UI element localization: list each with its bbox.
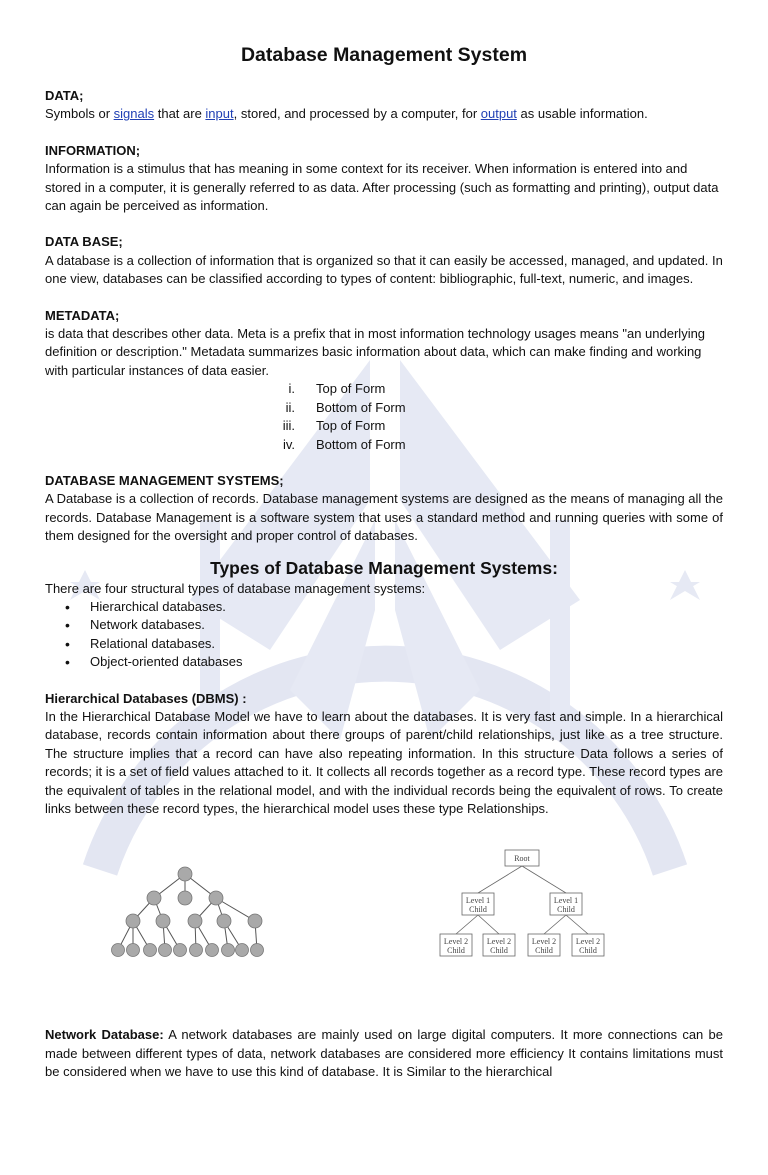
form-item-text: Bottom of Form — [316, 436, 406, 452]
level1-node-label: Level 1 — [553, 896, 579, 906]
information-section — [45, 142, 723, 216]
form-item-text: Top of Form — [316, 381, 386, 397]
metadata-heading: METADATA; — [45, 307, 120, 323]
level2-node-label: Child — [490, 946, 508, 956]
level2-node-label: Level 2 — [486, 937, 512, 947]
level1-node-label: Child — [469, 905, 487, 915]
data-definition — [45, 105, 723, 123]
metadata-body: is data that describes other data. Meta is a prefix that in most information technology usages means "an underlying definition or description." Metadata summarizes basic information about data, which can make finding and working with particular instances of data easier. — [45, 326, 706, 378]
metadata-section — [45, 307, 723, 454]
form-item-text: Bottom of Form — [316, 399, 406, 415]
level2-node-label: Level 2 — [531, 937, 557, 947]
information-body: Information is a stimulus that has meaning in some context for its receiver. When information is entered into and stored in a computer, it is generally referred to as data. After processing (such as formatting and printing), output data can again be perceived as information. — [45, 161, 719, 214]
level1-node-label: Child — [557, 905, 575, 915]
level2-node-label: Child — [447, 946, 465, 956]
data-text-3: , stored, and processed by a computer, for — [233, 106, 481, 122]
information-heading: INFORMATION; — [45, 142, 141, 158]
bullet-icon: • — [65, 635, 70, 652]
hierarchical-body: In the Hierarchical Database Model we have to learn about the databases. It is very fast and simple. In a hierarchical database, records contain information about there groups of parent/child relationships, just like as a tree structure. The structure implies that a record can have also repeating information. In this structure Data follows a series of records; it is a set of field values attached to it. It collects all records together as a record type. These record types are the equivalent of tables in the relational model, and with the individual records being the equivalent of rows. To create links between these record types, the hierarchical model uses these type Relationships. — [45, 708, 723, 816]
network-heading: Network Database: — [45, 1027, 164, 1043]
form-item-number: ii. — [285, 399, 295, 415]
types-list-item — [45, 653, 723, 671]
form-list-item — [45, 380, 723, 398]
types-item-label: Relational databases. — [90, 635, 216, 651]
bullet-icon: • — [65, 617, 70, 634]
dbms-heading: DATABASE MANAGEMENT SYSTEMS; — [45, 472, 284, 488]
types-list — [45, 598, 723, 672]
form-item-number: iv. — [282, 436, 295, 452]
network-paragraph — [45, 1026, 723, 1081]
level2-node-label: Level 2 — [443, 937, 469, 947]
data-text-1: Symbols or — [45, 106, 114, 122]
data-section — [45, 87, 723, 124]
data-heading: DATA; — [45, 88, 84, 103]
document-title: Database Management System — [240, 44, 528, 66]
types-list-item — [45, 635, 723, 653]
dbms-section — [45, 472, 723, 546]
signals-link[interactable]: signals — [113, 106, 155, 122]
output-link[interactable]: output — [480, 106, 517, 122]
types-item-label: Network databases. — [90, 617, 205, 633]
hierarchy-diagrams — [45, 818, 723, 1018]
form-item-number: i. — [288, 381, 295, 397]
level2-node-label: Child — [535, 946, 553, 956]
root-node-label: Root — [514, 854, 530, 864]
level2-node-label: Level 2 — [575, 937, 601, 947]
network-body: A network databases are mainly used on large digital computers. It more connections can be made between different types of data, network databases are considered more efficiency It contains limitations must be considered when we have to use this kind of database. It is Similar to the hierarchical — [45, 1027, 723, 1080]
bullet-icon: • — [65, 654, 70, 671]
form-list-item — [45, 417, 723, 435]
data-text-4: as usable information. — [516, 106, 648, 122]
node-tree-diagram — [110, 858, 270, 968]
dbms-body: A Database is a collection of records. Database management systems are designed as the means of managing all the records. Database Management is a software system that uses a standard method and running queries with some of them designed for the oversight and proper control of databases. — [45, 491, 723, 544]
types-item-label: Object-oriented databases — [90, 654, 243, 670]
form-list — [45, 380, 723, 454]
form-item-number: iii. — [282, 418, 295, 434]
form-item-text: Top of Form — [316, 418, 386, 434]
bullet-icon: • — [65, 598, 70, 615]
types-section — [45, 546, 723, 672]
database-section — [45, 233, 723, 288]
network-section — [45, 1026, 723, 1081]
level2-node-label: Child — [579, 946, 597, 956]
types-item-label: Hierarchical databases. — [90, 598, 226, 614]
hierarchical-section — [45, 690, 723, 819]
form-list-item — [45, 399, 723, 417]
root-child-diagram — [395, 846, 615, 971]
form-list-item — [45, 436, 723, 454]
database-heading: DATA BASE; — [45, 234, 123, 250]
hierarchical-heading: Hierarchical Databases (DBMS) : — [45, 690, 247, 706]
types-heading: Types of Database Management Systems: — [210, 557, 558, 578]
types-list-item — [45, 598, 723, 616]
database-body: A database is a collection of information that is organized so that it can easily be accessed, managed, and updated. In one view, databases can be classified according to types of content: bibliographic, full-text, numeric, and images. — [45, 252, 723, 287]
types-list-item — [45, 616, 723, 634]
input-link[interactable]: input — [205, 106, 234, 122]
types-intro: There are four structural types of database management systems: — [45, 580, 426, 596]
data-text-2: that are — [154, 106, 206, 122]
level1-node-label: Level 1 — [465, 896, 491, 906]
